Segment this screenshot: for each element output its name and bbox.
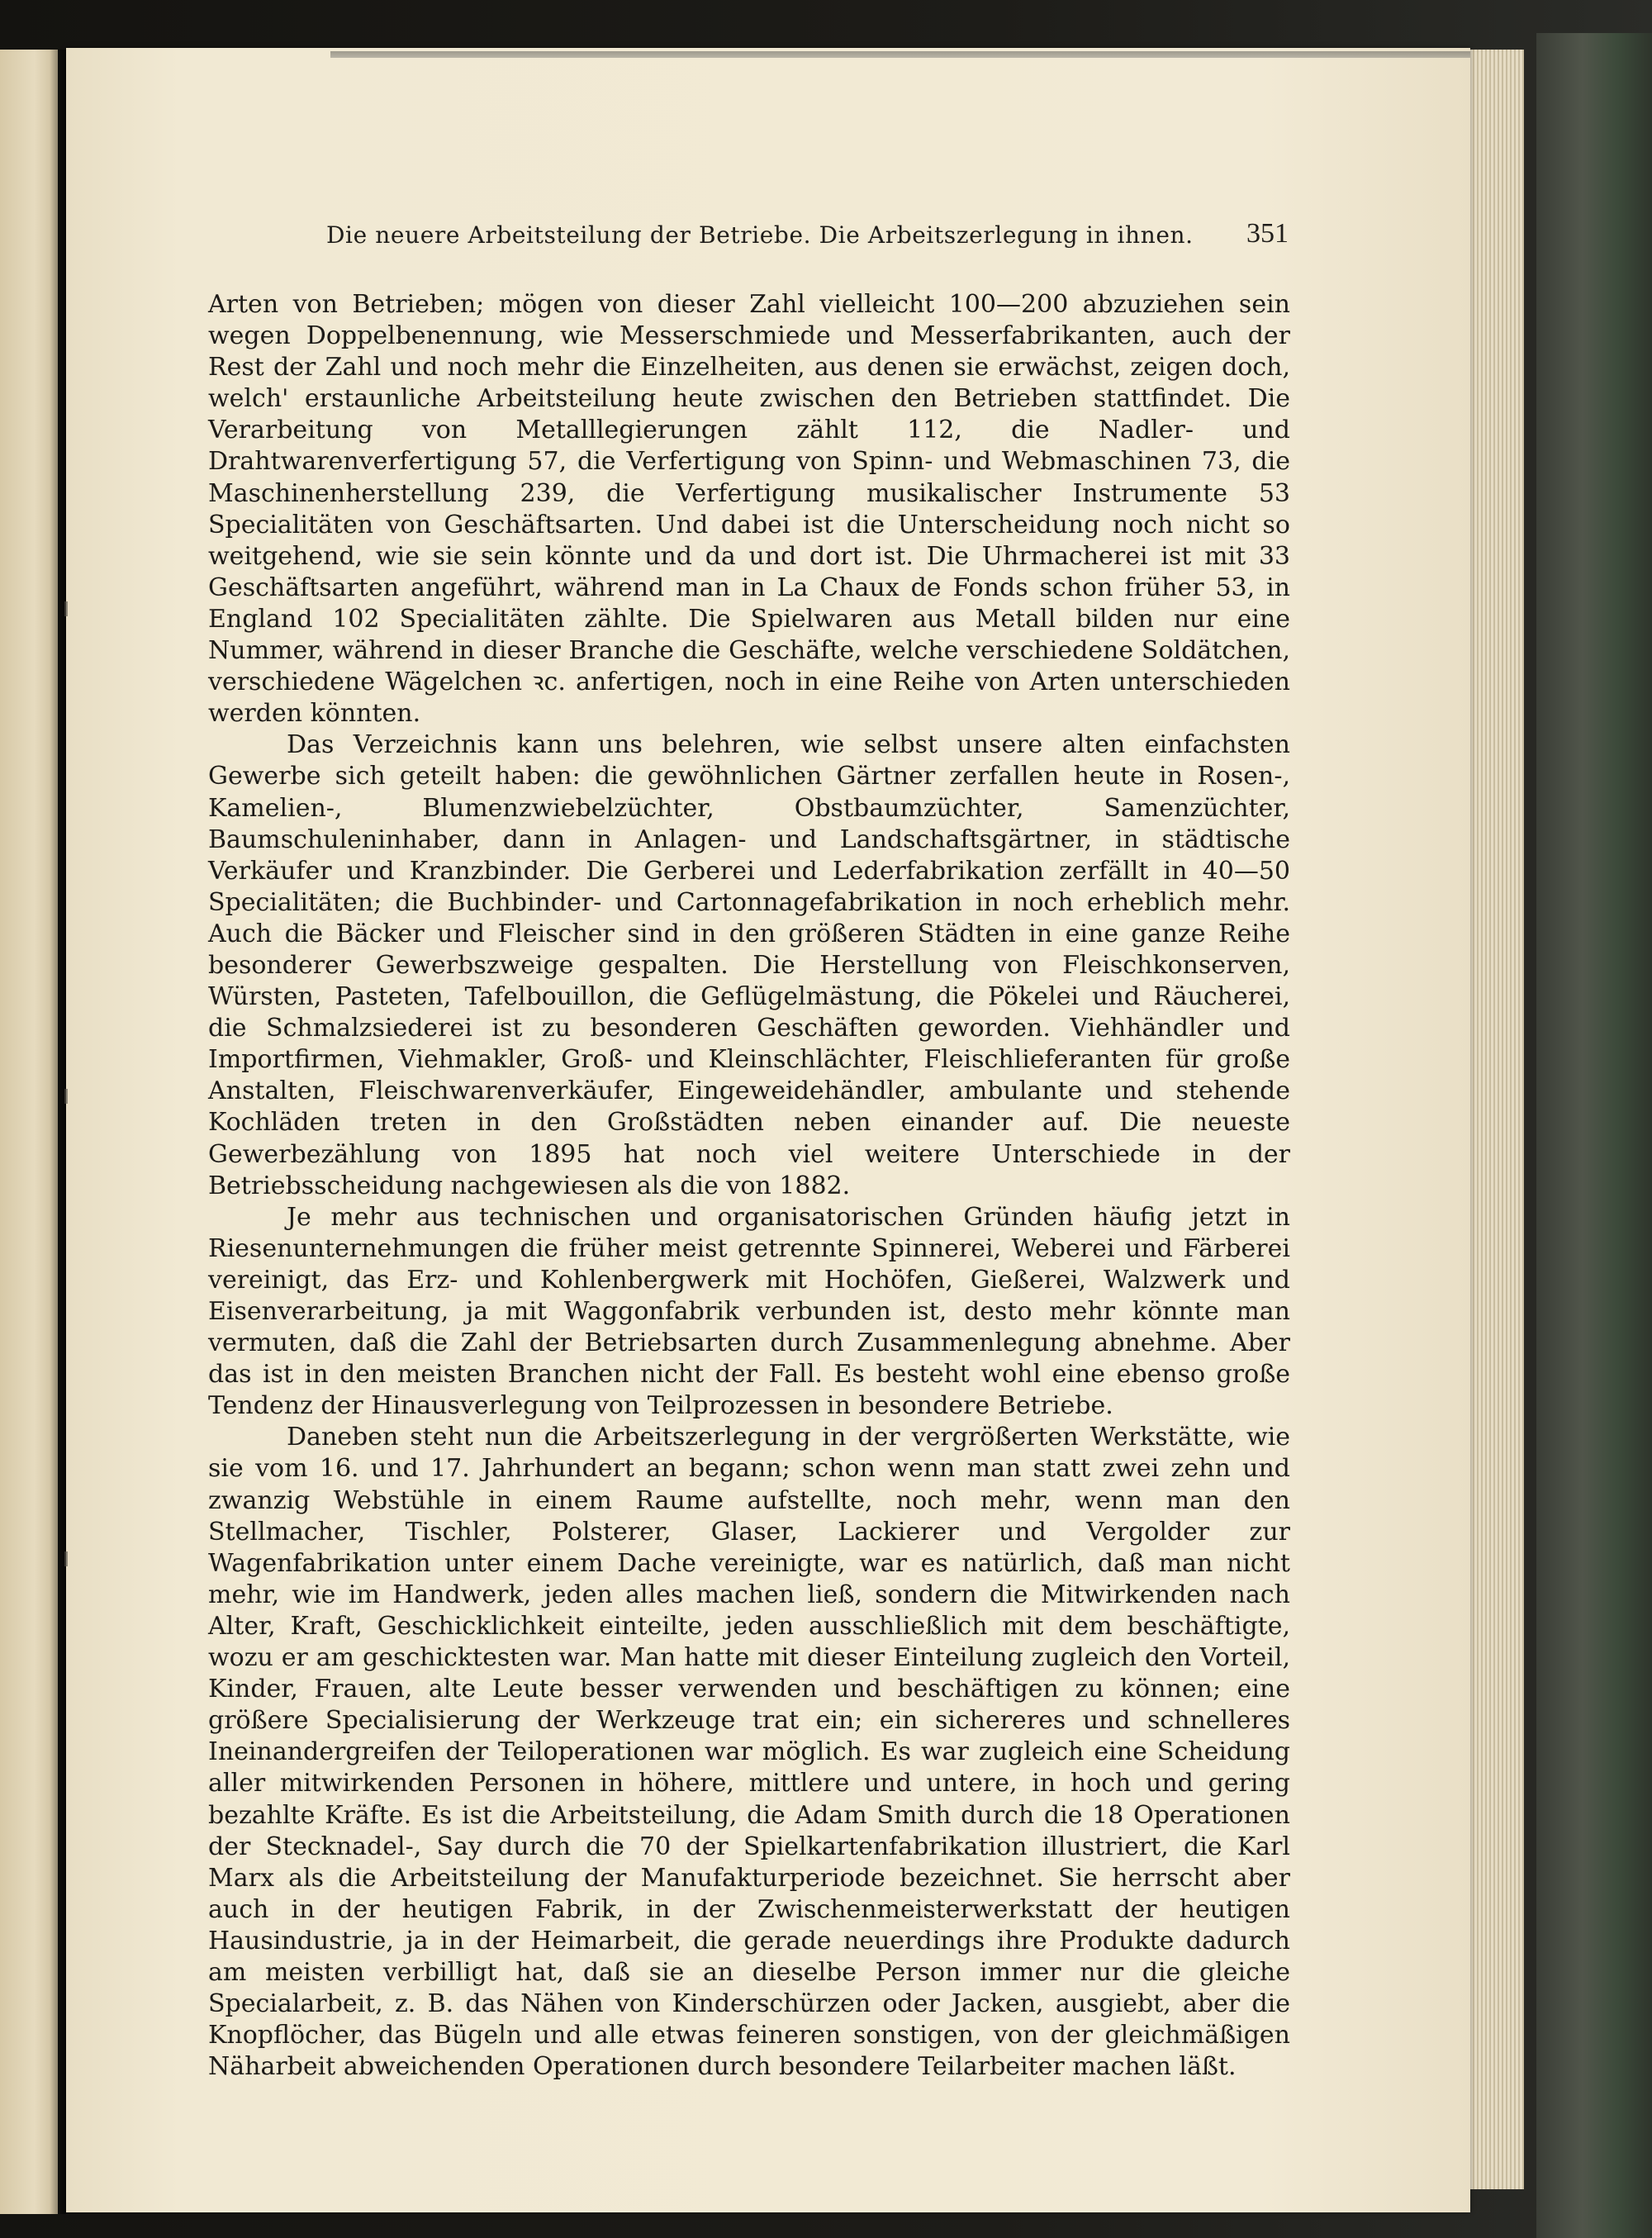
paragraph: Je mehr aus technischen und organisatorischen Gründen häufig jetzt in Riesenunternehmungen die früher meist getrennte Spinnerei, Weberei und Färberei vereinigt, das Erz- und Kohlenbergwerk mit Hochöfen, Gießerei, Walzwerk und Eisenverarbeitung, ja mit Waggonfabrik verbunden ist, desto mehr könnte man vermuten, daß die Zahl der Betriebsarten durch Zusammenlegung abnehme. Aber das ist in den meisten Branchen nicht der Fall. Es besteht wohl eine ebenso große Tendenz der Hinausverlegung von Teilprozessen in besondere Betriebe. (208, 1202, 1290, 1421)
gutter-shadow (50, 50, 66, 2214)
running-head: Die neuere Arbeitsteilung der Betriebe. Die Arbeitszerlegung in ihnen. (326, 221, 1194, 249)
top-edge-rule (330, 51, 1470, 58)
paragraph: Arten von Betrieben; mögen von dieser Zahl vielleicht 100—200 abzuziehen sein wegen Doppelbenennung, wie Messerschmiede und Messerfabrikanten, auch der Rest der Zahl und noch mehr die Einzelheiten, aus denen sie erwächst, zeigen doch, welch' erstaunliche Arbeitsteilung heute zwischen den Betrieben stattfindet. Die Verarbeitung von Metalllegierungen zählt 112, die Nadler- und Drahtwarenverfertigung 57, die Verfertigung von Spinn- und Webmaschinen 73, die Maschinenherstellung 239, die Verfertigung musikalischer Instrumente 53 Specialitäten von Geschäftsarten. Und dabei ist die Unterscheidung noch nicht so weitgehend, wie sie sein könnte und da und dort ist. Die Uhrmacherei ist mit 33 Geschäftsarten angeführt, während man in La Chaux de Fonds schon früher 53, in England 102 Specialitäten zählte. Die Spielwaren aus Metall bilden nur eine Nummer, während in dieser Branche die Geschäfte, welche verschiedene Soldätchen, verschiedene Wägelchen ꝛc. anfertigen, noch in eine Reihe von Arten unterschieden werden könnten. (208, 290, 1290, 729)
page-number: 351 (1246, 218, 1289, 249)
margin-mark (64, 601, 68, 616)
page-stack-edges (1466, 50, 1524, 2189)
body-text (208, 289, 1290, 2083)
paragraph: Das Verzeichnis kann uns belehren, wie selbst unsere alten einfachsten Gewerbe sich geteilt haben: die gewöhnlichen Gärtner zerfallen heute in Rosen-, Kamelien-, Blumenzwiebelzüchter, Obstbaumzüchter, Samenzüchter, Baumschuleninhaber, dann in Anlagen- und Landschaftsgärtner, in städtische Verkäufer und Kranzbinder. Die Gerberei und Lederfabrikation zerfällt in 40—50 Specialitäten; die Buchbinder- und Cartonnagefabrikation in noch erheblich mehr. Auch die Bäcker und Fleischer sind in den größeren Städten in eine ganze Reihe besonderer Gewerbszweige gespalten. Die Herstellung von Fleischkonserven, Würsten, Pasteten, Tafelbouillon, die Geflügelmästung, die Pökelei und Räucherei, die Schmalzsiederei ist zu besonderen Geschäften geworden. Viehhändler und Importfirmen, Viehmakler, Groß- und Kleinschlächter, Fleischlieferanten für große Anstalten, Fleischwarenverkäufer, Eingeweidehändler, ambulante und stehende Kochläden treten in den Großstädten neben einander auf. Die neueste Gewerbezählung von 1895 hat noch viel weitere Unterschiede in der Betriebsscheidung nachgewiesen als die von 1882. (208, 730, 1290, 1200)
book-binding (1536, 33, 1652, 2238)
paragraph: Daneben steht nun die Arbeitszerlegung in der vergrößerten Werkstätte, wie sie vom 16. und 17. Jahrhundert an begann; schon wenn man statt zwei zehn und zwanzig Webstühle in einem Raume aufstellte, noch mehr, wenn man den Stellmacher, Tischler, Polsterer, Glaser, Lackierer und Vergolder zur Wagenfabrikation unter einem Dache vereinigte, war es natürlich, daß man nicht mehr, wie im Handwerk, jeden alles machen ließ, sondern die Mitwirkenden nach Alter, Kraft, Geschicklichkeit einteilte, jeden ausschließlich mit dem beschäftigte, wozu er am geschicktesten war. Man hatte mit dieser Einteilung zugleich den Vorteil, Kinder, Frauen, alte Leute besser verwenden und beschäftigen zu können; eine größere Specialisierung der Werkzeuge trat ein; ein sichereres und schnelleres Ineinandergreifen der Teiloperationen war möglich. Es war zugleich eine Scheidung aller mitwirkenden Personen in höhere, mittlere und untere, in hoch und gering bezahlte Kräfte. Es ist die Arbeitsteilung, die Adam Smith durch die 18 Operationen der Stecknadel-, Say durch die 70 der Spielkartenfabrikation illustriert, die Karl Marx als die Arbeitsteilung der Manufakturperiode bezeichnet. Sie herrscht aber auch in der heutigen Fabrik, in der Zwischenmeisterwerkstatt der heutigen Hausindustrie, ja in der Heimarbeit, die gerade neuerdings ihre Produkte dadurch am meisten verbilligt hat, daß sie an dieselbe Person immer nur die gleiche Specialarbeit, z. B. das Nähen von Kinderschürzen oder Jacken, ausgiebt, aber die Knopflöcher, das Bügeln und alle etwas feineren sonstigen, von der gleichmäßigen Näharbeit abweichenden Operationen durch besondere Teilarbeiter machen läßt. (208, 1423, 1290, 2082)
margin-mark (64, 1551, 68, 1566)
margin-mark (64, 1089, 68, 1104)
